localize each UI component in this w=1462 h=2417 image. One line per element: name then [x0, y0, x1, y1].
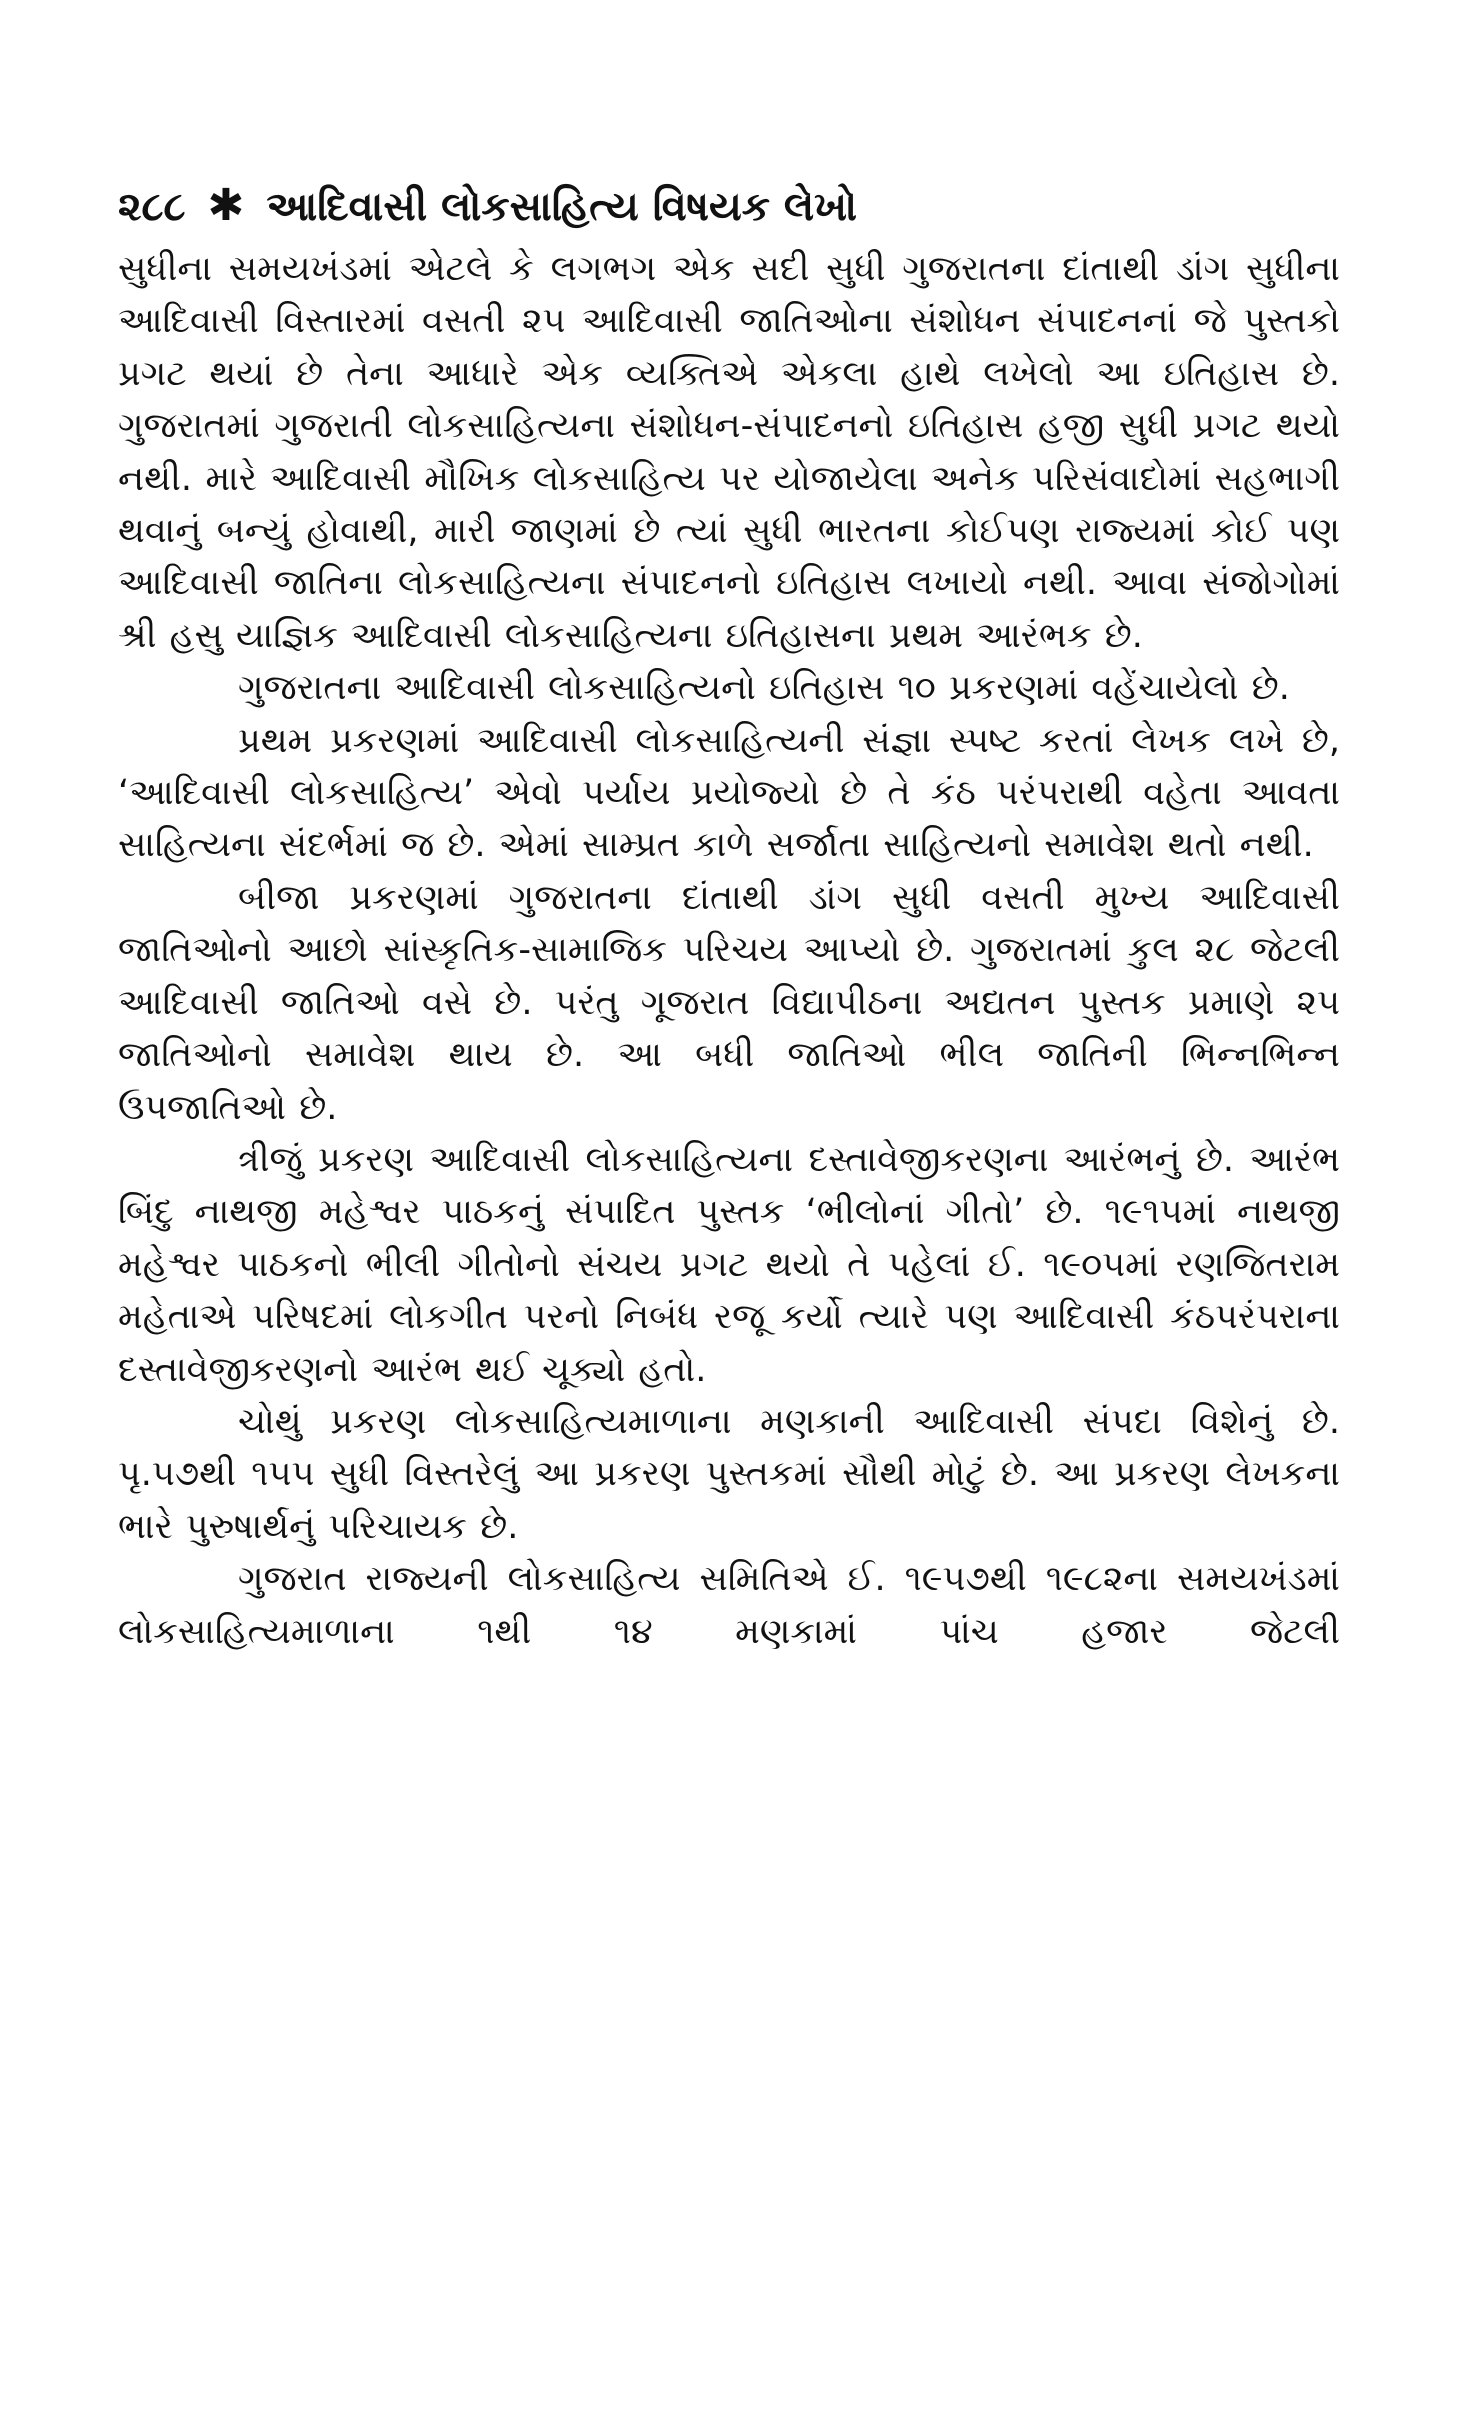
running-title: આદિવાસી લોકસાહિત્ય વિષયક લેખો — [266, 184, 858, 230]
paragraph-3: પ્રથમ પ્રકરણમાં આદિવાસી લોકસાહિત્યની સંજ્ઞા સ્પષ્ટ કરતાં લેખક લખે છે, ‘આદિવાસી લોકસાહિત્ય’ એવો પર્યાય પ્રયોજ્યો છે તે કંઠ પરંપરાથી વહેતા આવતા સાહિત્યના સંદર્ભમાં જ છે. એમાં સામ્પ્રત કાળે સર્જાતા સાહિત્યનો સમાવેશ થતો નથી. — [118, 720, 1340, 866]
asterisk-separator-icon: ✱ — [207, 180, 245, 231]
running-header — [118, 178, 1340, 235]
paragraph-1: સુધીના સમયખંડમાં એટલે કે લગભગ એક સદી સુધી ગુજરાતના દાંતાથી ડાંગ સુધીના આદિવાસી વિસ્તારમાં વસતી ૨૫ આદિવાસી જાતિઓના સંશોધન સંપાદનનાં જે પુસ્તકો પ્રગટ થયાં છે તેના આધારે એક વ્યક્તિએ એકલા હાથે લખેલો આ ઇતિહાસ છે. ગુજરાતમાં ગુજરાતી લોકસાહિત્યના સંશોધન-સંપાદનનો ઇતિહાસ હજી સુધી પ્રગટ થયો નથી. મારે આદિવાસી મૌખિક લોકસાહિત્ય પર યોજાયેલા અનેક પરિસંવાદોમાં સહભાગી થવાનું બન્યું હોવાથી, મારી જાણમાં છે ત્યાં સુધી ભારતના કોઈપણ રાજ્યમાં કોઈ પણ આદિવાસી જાતિના લોકસાહિત્યના સંપાદનનો ઇતિહાસ લખાયો નથી. આવા સંજોગોમાં શ્રી હસુ યાજ્ઞિક આદિવાસી લોકસાહિત્યના ઇતિહાસના પ્રથમ આરંભક છે. — [118, 249, 1340, 656]
body-text — [118, 243, 1340, 1658]
paragraph-6: ચોથું પ્રકરણ લોકસાહિત્યમાળાના મણકાની આદિવાસી સંપદા વિશેનું છે. પૃ.૫૭થી ૧૫૫ સુધી વિસ્તરેલું આ પ્રકરણ પુસ્તકમાં સૌથી મોટું છે. આ પ્રકરણ લેખકના ભારે પુરુષાર્થનું પરિચાયક છે. — [118, 1401, 1340, 1547]
book-page — [118, 178, 1340, 1658]
paragraph-4: બીજા પ્રકરણમાં ગુજરાતના દાંતાથી ડાંગ સુધી વસતી મુખ્ય આદિવાસી જાતિઓનો આછો સાંસ્કૃતિક-સામાજિક પરિચય આપ્યો છે. ગુજરાતમાં કુલ ૨૮ જેટલી આદિવાસી જાતિઓ વસે છે. પરંતુ ગૂજરાત વિદ્યાપીઠના અદ્યતન પુસ્તક પ્રમાણે ૨૫ જાતિઓનો સમાવેશ થાય છે. આ બધી જાતિઓ ભીલ જાતિની ભિન્નભિન્ન ઉપજાતિઓ છે. — [118, 877, 1340, 1128]
page-number: ૨૮૮ — [118, 184, 186, 230]
paragraph-2: ગુજરાતના આદિવાસી લોકસાહિત્યનો ઇતિહાસ ૧૦ પ્રકરણમાં વહેંચાયેલો છે. — [238, 668, 1290, 709]
paragraph-5: ત્રીજું પ્રકરણ આદિવાસી લોકસાહિત્યના દસ્તાવેજીકરણના આરંભનું છે. આરંભ બિંદુ નાથજી મહેશ્વર પાઠકનું સંપાદિત પુસ્તક ‘ભીલોનાં ગીતો’ છે. ૧૯૧૫માં નાથજી મહેશ્વર પાઠકનો ભીલી ગીતોનો સંચય પ્રગટ થયો તે પહેલાં ઈ. ૧૯૦૫માં રણજિતરામ મહેતાએ પરિષદમાં લોકગીત પરનો નિબંધ રજૂ કર્યો ત્યારે પણ આદિવાસી કંઠપરંપરાના દસ્તાવેજીકરણનો આરંભ થઈ ચૂક્યો હતો. — [118, 1139, 1340, 1390]
paragraph-7: ગુજરાત રાજ્યની લોકસાહિત્ય સમિતિએ ઈ. ૧૯૫૭થી ૧૯૮૨ના સમયખંડમાં લોકસાહિત્યમાળાના ૧થી ૧૪ મણકામાં પાંચ હજાર જેટલી — [118, 1559, 1340, 1652]
